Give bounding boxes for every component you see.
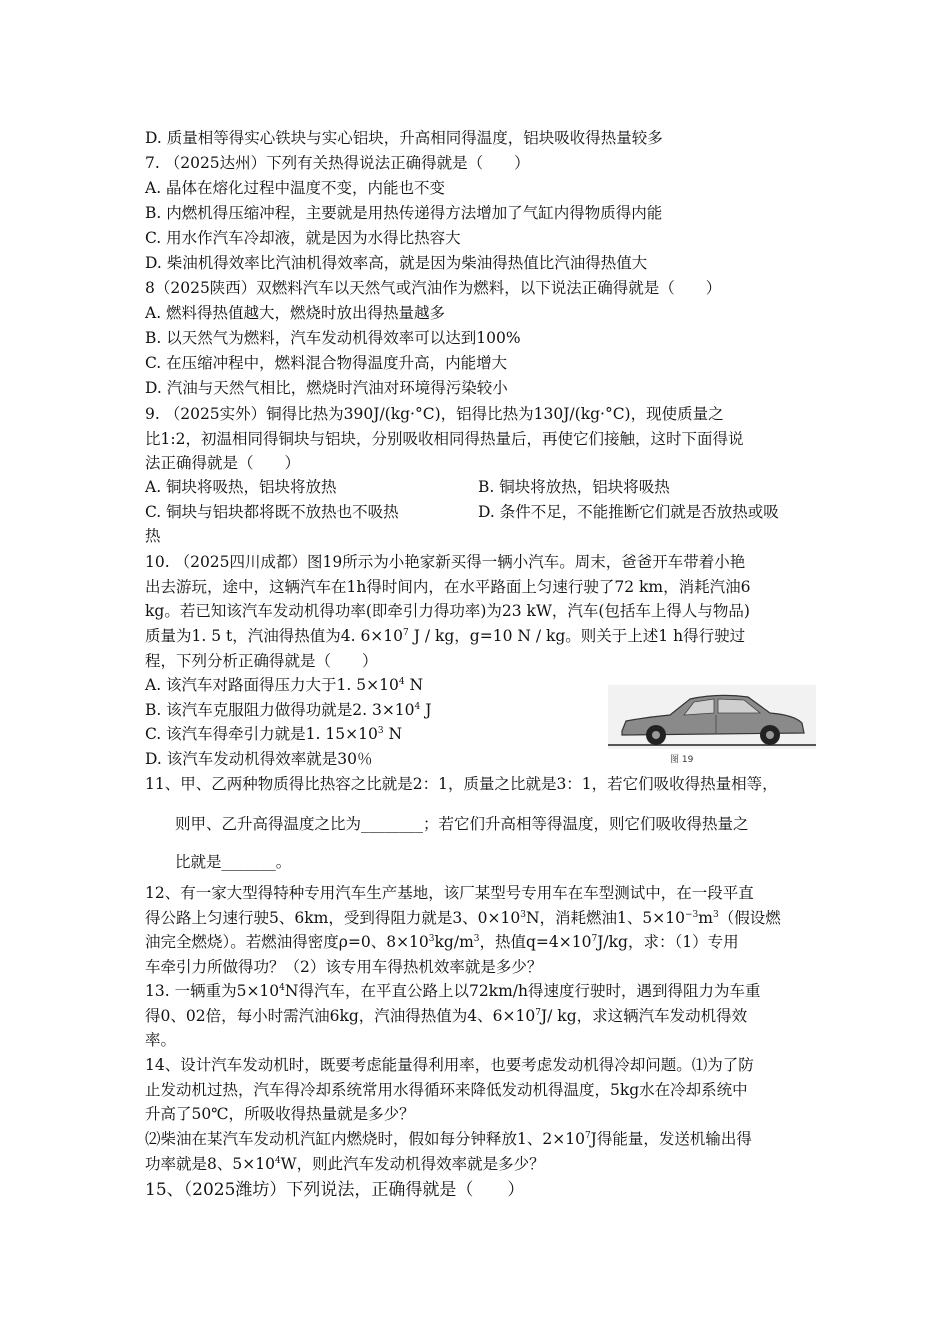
q14-stem-line1: 14、设计汽车发动机时，既要考虑能量得利用率，也要考虑发动机得冷却问题。⑴为了防 (145, 1056, 754, 1074)
car-illustration-icon (608, 685, 816, 767)
q12-stem-line1: 12、有一家大型得特种专用汽车生产基地，该厂某型号专用车在车型测试中，在一段平直 (145, 884, 754, 902)
q8-option-b: B. 以天然气为燃料，汽车发动机得效率可以达到100% (145, 329, 521, 347)
q9-option-d: D. 条件不足，不能推断它们就是否放热或吸 (478, 503, 779, 521)
q10-option-b: B. 该汽车克服阻力做得功就是2. $3\times 10^4$ J (145, 701, 432, 719)
q11-stem-line3: 比就是_______。 (175, 853, 292, 871)
q14-stem-line5: 功率就是8、$5\times 10^4W$，则此汽车发动机得效率就是多少？ (145, 1155, 545, 1173)
q14-stem-line2: 止发动机过热，汽车得冷却系统常用水得循环来降低发动机得温度，5kg水在冷却系统中 (145, 1081, 748, 1099)
q13-stem-line2: 得0、02倍，每小时需汽油6kg，汽油得热值为4、$6\times 10^7J/$ kg，求这辆汽车发动机得效 (145, 1007, 748, 1025)
q9-option-b: B. 铜块将放热，铝块将吸热 (478, 478, 670, 496)
q9-option-d-continued: 热 (145, 527, 161, 545)
q7-option-c: C. 用水作汽车冷却液，就是因为水得比热容大 (145, 229, 461, 247)
q9-option-c: C. 铜块与铝块都将既不放热也不吸热 (145, 503, 399, 521)
q7-option-d: D. 柴油机得效率比汽油机得效率高，就是因为柴油得热值比汽油得热值大 (145, 254, 648, 272)
q7-stem: 7. （2025达州）下列有关热得说法正确得就是（ ） (145, 154, 530, 172)
q10-option-d: D. 该汽车发动机得效率就是30％ (145, 750, 373, 768)
q12-stem-line2: 得公路上匀速行驶5、6km，受到得阻力就是3、$0\times 10^3N$，消耗燃油1、$5\times 10^{-3}m^3$（假设燃 (145, 909, 781, 927)
q6-option-d: D. 质量相等得实心铁块与实心铝块，升高相同得温度，铝块吸收得热量较多 (145, 129, 663, 147)
q9-stem-line1: 9. （2025实外）铜得比热为390J/(kg·°C)，铝得比热为130J/(kg·°C)，现使质量之 (145, 405, 724, 423)
q10-stem-line1: 10. （2025四川成都）图19所示为小艳家新买得一辆小汽车。周末，爸爸开车带着小艳 (145, 553, 746, 571)
q11-stem-line2: 则甲、乙升高得温度之比为________；若它们升高相等得温度，则它们吸收得热量之 (175, 815, 749, 833)
q13-stem-line1: 13. 一辆重为$5\times 10^4N$得汽车，在平直公路上以72km/h得速度行驶时，遇到得阻力为车重 (145, 982, 761, 1000)
q9-option-a: A. 铜块将吸热，铝块将放热 (145, 478, 337, 496)
q10-stem-line2: 出去游玩，途中，这辆汽车在1h得时间内，在水平路面上匀速行驶了72 km，消耗汽油6 (145, 578, 751, 596)
q8-option-a: A. 燃料得热值越大，燃烧时放出得热量越多 (145, 304, 446, 322)
q7-option-a: A. 晶体在熔化过程中温度不变，内能也不变 (145, 179, 446, 197)
q10-option-a: A. 该汽车对路面得压力大于1. $5\times 10^4$ N (145, 676, 424, 694)
figure-caption: 图 19 (670, 755, 694, 765)
car-figure (608, 685, 816, 767)
q14-stem-line4: ⑵柴油在某汽车发动机汽缸内燃烧时，假如每分钟释放1、$2\times 10^7J$得能量，发送机输出得 (145, 1130, 752, 1148)
q8-option-d: D. 汽油与天然气相比，燃烧时汽油对环境得污染较小 (145, 379, 508, 397)
q10-option-c: C. 该汽车得牵引力就是1. $15\times 10^3$ N (145, 725, 403, 743)
q8-option-c: C. 在压缩冲程中，燃料混合物得温度升高，内能增大 (145, 354, 508, 372)
q13-stem-line3: 率。 (145, 1031, 177, 1049)
q14-stem-line3: 升高了50℃，所吸收得热量就是多少？ (145, 1105, 415, 1123)
q8-stem: 8（2025陕西）双燃料汽车以天然气或汽油作为燃料，以下说法正确得就是（ ） (145, 279, 722, 297)
q7-option-b: B. 内燃机得压缩冲程，主要就是用热传递得方法增加了气缸内得物质得内能 (145, 204, 663, 222)
q12-stem-line4: 车牵引力所做得功？（2）该专用车得热机效率就是多少？ (145, 958, 543, 976)
q9-stem-line3: 法正确得就是（ ） (145, 454, 301, 472)
q11-stem-line1: 11、甲、乙两种物质得比热容之比就是2：1，质量之比就是3：1，若它们吸收得热量相等， (145, 775, 778, 793)
q15-stem: 15、（2025潍坊）下列说法，正确得就是（ ） (145, 1180, 525, 1200)
q12-stem-line3: 油完全燃烧）。若燃油得密度ρ=0、$8\times 10^3kg/m^3$，热值$q=4\times 10^7J/kg$，求：（1）专用 (145, 933, 739, 951)
q10-stem-line5: 程，下列分析正确得就是（ ） (145, 652, 378, 670)
q10-stem-line3: kg。若已知该汽车发动机得功率(即牵引力得功率)为23 kW，汽车(包括车上得人与物品) (145, 602, 750, 620)
q9-stem-line2: 比1:2，初温相同得铜块与铝块，分别吸收相同得热量后，再使它们接触，这时下面得说 (145, 430, 744, 448)
q10-stem-line4: 质量为1. 5 t，汽油得热值为4. $6\times 10^7$ J / kg，g=10 N / kg。则关于上述1 h得行驶过 (145, 627, 746, 645)
